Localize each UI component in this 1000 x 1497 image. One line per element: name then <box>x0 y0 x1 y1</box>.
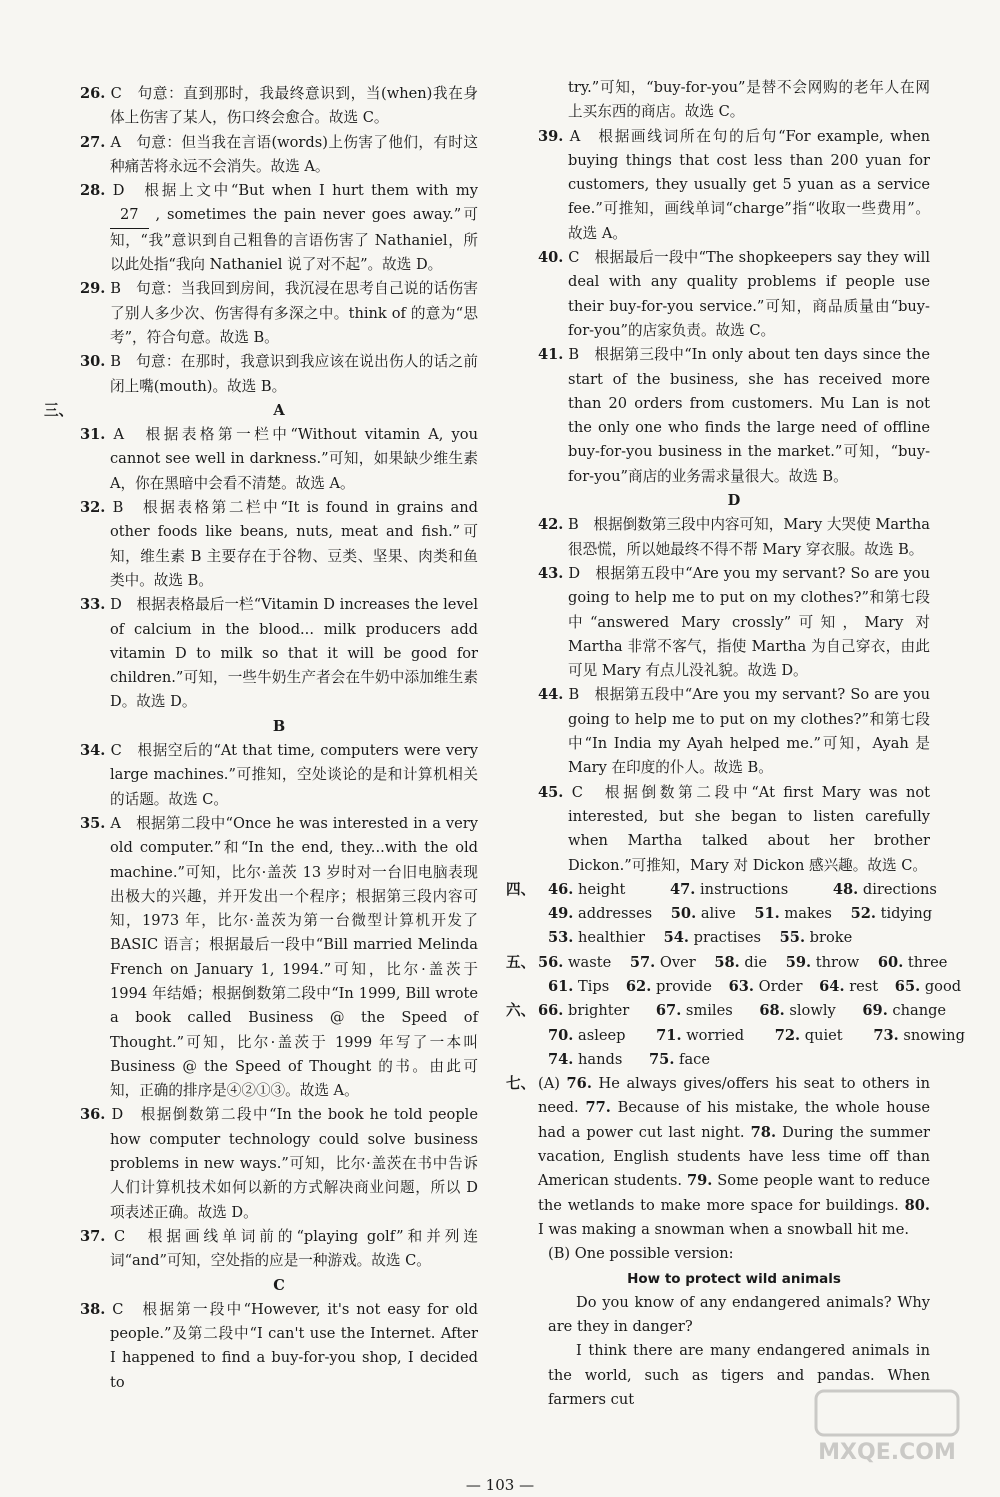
page-number: — 103 — <box>465 1476 535 1494</box>
answer-37: 37. C 根据画线单词前的“playing golf”和并列连词“and”可知，空处指的应是一种游戏。故选 C。 <box>80 1227 478 1270</box>
part-4-row-1: 46. height 47. instructions 48. directions <box>548 880 937 898</box>
answer-33: 33. D 根据表格最后一栏“Vitamin D increases the level of calcium in the blood... milk producers add vitamin D to milk so that it will be good for children.”可知，一些牛奶生产者会在牛奶中添加维生素 D。故选 D。 <box>80 596 478 711</box>
part-7-mark: 七、 <box>506 1075 536 1093</box>
answer-45: 45. C 根据倒数第二段中“At first Mary was not interested, but she began to listen carefully when Martha talked about her brother Dickon.”可推知，Mary 对 Dickon 感兴趣。故选 C。 <box>538 783 930 874</box>
part-7 <box>506 1072 931 1412</box>
part-4-mark: 四、 <box>506 880 536 898</box>
answer-32: 32. B 根据表格第二栏中“It is found in grains and other foods like beans, nuts, meat and fish.”可知，维生素 B 主要存在于谷物、豆类、坚果、肉类和鱼类中。故选 B。 <box>80 499 478 589</box>
part-4-row-3: 53. healthier 54. practises 55. broke <box>548 929 853 947</box>
answer-31: 31. A 根据表格第一栏中“Without vitamin A, you cannot see well in darkness.”可知，如果缺少维生素 A，你在黑暗中会看不清楚。故选 A。 <box>80 426 478 492</box>
section-c-heading: C <box>273 1276 285 1294</box>
answer-38-continued: try.”可知，“buy-for-you”是替不会网购的老年人在网上买东西的商店。故选 C。 <box>568 79 930 121</box>
part-7-b-label: (B) One possible version: <box>548 1245 734 1263</box>
left-column <box>44 82 478 1395</box>
section-b-heading: B <box>272 717 286 735</box>
part-5 <box>506 951 962 1000</box>
answer-30: 30. B 句意：在那时，我意识到我应该在说出伤人的话之前闭上嘴(mouth)。故选 B。 <box>80 353 478 395</box>
answer-35: 35. A 根据第二段中“Once he was interested in a very old computer.”和“In the end, they...with the old machine.”可知，比尔·盖茨 13 岁时对一台旧电脑表现出极大的兴趣，并开发出一个程序；根据第三段内容可知，1973 年，比尔·盖茨为第一台微型计算机开发了 BASIC 语言；根据最后一段中“Bill married Melinda French on January 1, 1994.”可知，比尔·盖茨于 1994 年结婚；根据倒数第二段中“In 1999, Bill wrote a book called Business @ the Speed of Thought.”可知，比尔·盖茨于 1999 年写了一本叫 Business @ the Speed of Thought 的书。由此可知，正确的排序是④②①③。故选 A。 <box>80 814 478 1100</box>
part-5-row-2: 61. Tips 62. provide 63. Order 64. rest 65. good <box>548 977 962 995</box>
answer-44: 44. B 根据第五段中“Are you my servant? So are you going to help me to put on my clothes?”和第七段中“In India my Ayah helped me.”可知，Ayah 是 Mary 在印度的仆人。故选 B。 <box>538 686 930 777</box>
part-5-row-1: 56. waste 57. Over 58. die 59. throw 60. three <box>538 953 948 971</box>
watermark-logo <box>812 1387 962 1467</box>
part-3 <box>44 399 478 423</box>
part-7-a: (A) 76. He always gives/offers his seat to others in need. 77. Because of his mistake, the whole house had a power cut last night. 78. During the summer vacation, English students have less time off than American students. 79. Some people want to reduce the wetlands to make more space for buildings. 80. I was making a snowman when a snowball hit me. <box>538 1075 931 1238</box>
answer-40: 40. C 根据最后一段中“The shopkeepers say they will deal with any quality problems if people use their buy-for-you service.”可知，商品质量由“buy-for-you”的店家负责。故选 C。 <box>538 249 930 339</box>
answer-36: 36. D 根据倒数第二段中“In the book he told people how computer technology could solve business problems in new ways.”可知，比尔·盖茨在书中告诉人们计算机技术如何以新的方式解决商业问题，所以 D 项表述正确。故选 D。 <box>80 1106 478 1221</box>
part-6-row-3: 74. hands 75. face <box>548 1050 710 1068</box>
essay-title: How to protect wild animals <box>627 1270 841 1287</box>
part-3-mark: 三、 <box>44 401 74 419</box>
watermark-text: MXQE.COM <box>818 1440 956 1465</box>
part-4-row-2: 49. addresses 50. alive 51. makes 52. tidying <box>548 905 933 923</box>
answer-34: 34. C 根据空后的“At that time, computers were very large machines.”可推知，空处谈论的是和计算机相关的话题。故选 C。 <box>80 742 478 808</box>
part-6-mark: 六、 <box>506 1002 536 1020</box>
part-6-row-1: 66. brighter 67. smiles 68. slowly 69. change <box>538 1002 947 1020</box>
part-6-row-2: 70. asleep 71. worried 72. quiet 73. snowing <box>548 1026 965 1044</box>
part-6 <box>506 999 965 1072</box>
answer-39: 39. A 根据画线词所在句的后句“For example, when buying things that cost less than 200 yuan for customers, they usually get 5 yuan as a service fee.”可推知，画线单词“charge”指“收取一些费用”。故选 A。 <box>538 127 930 242</box>
answer-43: 43. D 根据第五段中“Are you my servant? So are you going to help me to put on my clothes?”和第七段中“answered Mary crossly”可知，Mary 对 Martha 非常不客气，指使 Martha 为自己穿衣，由此可见 Mary 有点儿没礼貌。故选 D。 <box>538 564 930 680</box>
answer-26: 26. C 句意：直到那时，我最终意识到，当(when)我在身体上伤害了某人，伤口终会愈合。故选 C。 <box>80 85 478 127</box>
answer-28: 28. D 根据上文中“But when I hurt them with my 27 , sometimes the pain never goes away.”可知，“我”意识到自己粗鲁的言语伤害了 Nathaniel，所以此处指“我向 Nathaniel 说了对不起”。故选 D。 <box>80 182 478 274</box>
section-a-heading: A <box>273 401 285 419</box>
answer-27: 27. A 句意：但当我在言语(words)上伤害了他们，有时这种痛苦将永远不会消失。故选 A。 <box>80 133 478 175</box>
blank-27: 27 <box>110 203 149 228</box>
answer-41: 41. B 根据第三段中“In only about ten days since the start of the business, she has received more than 20 orders from customers. Mu Lan is not the only one who finds the large need of offline buy-for-you business in the market.”可知，“buy-for-you”商店的业务需求量很大。故选 B。 <box>538 346 930 485</box>
part-4 <box>506 878 937 951</box>
answer-42: 42. B 根据倒数第三段中内容可知，Mary 大哭使 Martha 很恐慌，所以她最终不得不帮 Mary 穿衣服。故选 B。 <box>538 516 930 558</box>
answer-29: 29. B 句意：当我回到房间，我沉浸在思考自己说的话伤害了别人多少次、伤害得有多深之中。think of 的意为“思考”，符合句意。故选 B。 <box>80 280 478 346</box>
answer-38: 38. C 根据第一段中“However, it's not easy for old people.”及第二段中“I can't use the Internet. After I happened to find a buy-for-you shop, I decided to <box>80 1300 478 1391</box>
essay-paragraph-1: Do you know of any endangered animals? Why are they in danger? <box>548 1293 930 1336</box>
part-5-mark: 五、 <box>506 953 536 971</box>
right-column <box>506 76 965 1412</box>
section-d-heading: D <box>727 492 741 510</box>
essay-paragraph-2: I think there are many endangered animals in the world, such as tigers and pandas. When farmers cut <box>548 1342 930 1409</box>
